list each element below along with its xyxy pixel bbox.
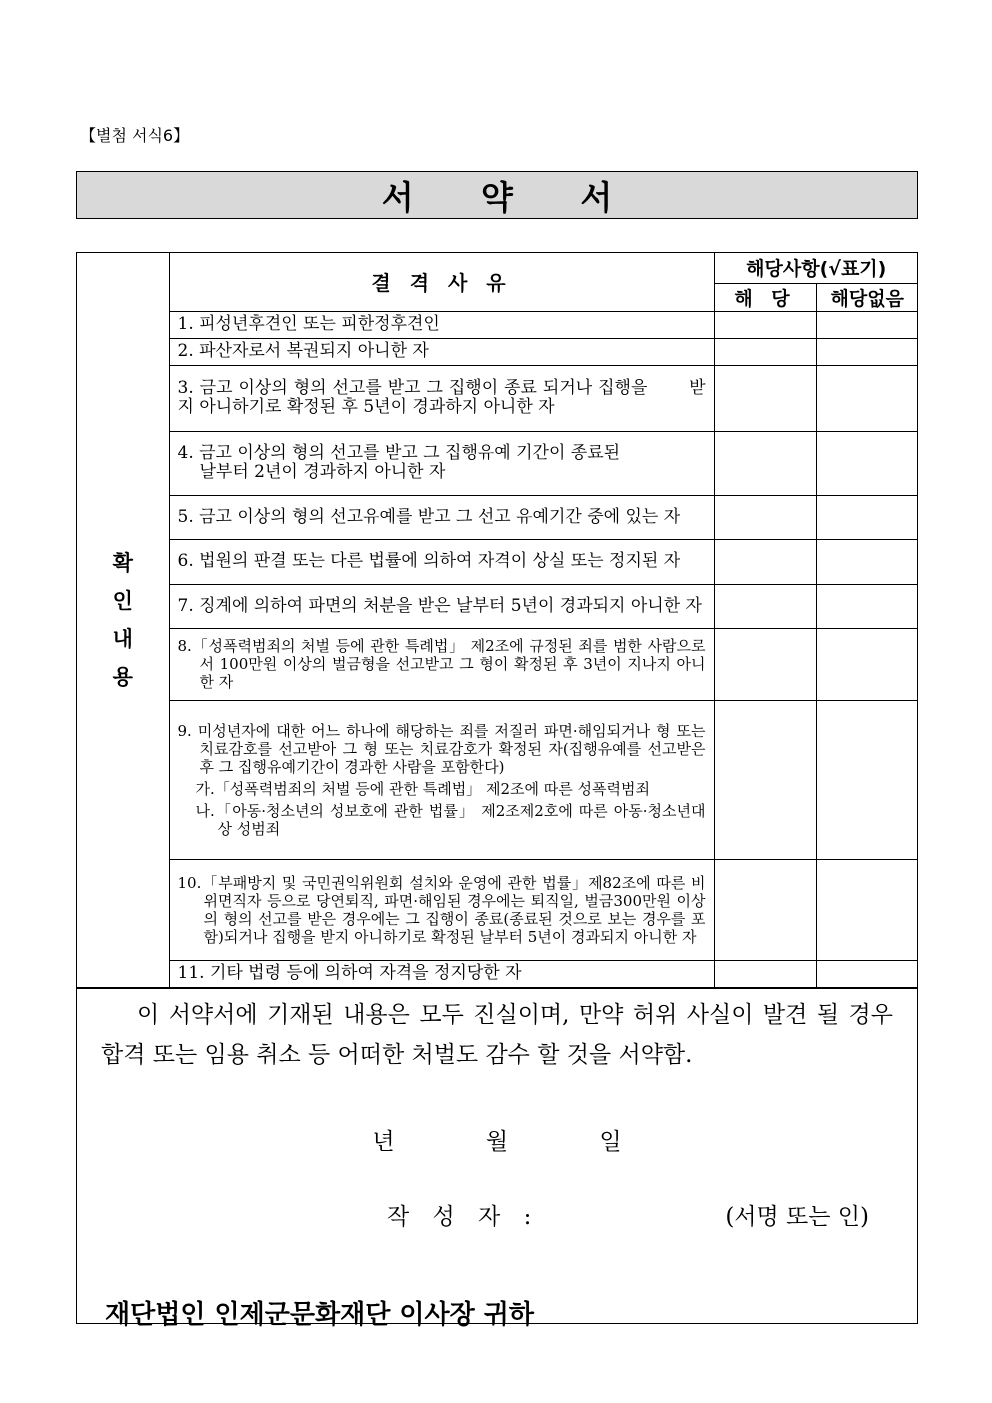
- pledge-form: [76, 252, 918, 1330]
- reason-item-6: 6. 법원의 판결 또는 다른 법률에 의하여 자격이 상실 또는 정지된 자: [169, 539, 714, 584]
- table-row: [77, 584, 918, 628]
- date-year[interactable]: 년: [372, 1128, 395, 1155]
- not-applicable-checkbox-5[interactable]: [816, 495, 918, 539]
- table-row: [77, 365, 918, 431]
- not-applicable-checkbox-10[interactable]: [816, 859, 918, 960]
- table-row: [77, 431, 918, 495]
- reason-item-9-a: 가.「성폭력범죄의 처벌 등에 관한 특례법」 제2조에 따른 성폭력범죄: [195, 779, 650, 798]
- applicable-checkbox-8[interactable]: [714, 628, 816, 700]
- document-title: 서 약 서: [381, 177, 641, 217]
- reason-item-7: 7. 징계에 의하여 파면의 처분을 받은 날부터 5년이 경과되지 아니한 자: [169, 584, 714, 628]
- table-row: [77, 960, 918, 987]
- table-row: [77, 311, 918, 338]
- table-row: [77, 338, 918, 365]
- table-row: [77, 859, 918, 960]
- reason-item-2: 2. 파산자로서 복권되지 아니한 자: [169, 338, 714, 365]
- reason-item-9-b: 나.「아동·청소년의 성보호에 관한 법률」 제2조제2호에 따른 아동·청소년대상 성범죄: [195, 801, 706, 838]
- reason-item-5: 5. 금고 이상의 형의 선고유예를 받고 그 선고 유예기간 중에 있는 자: [169, 495, 714, 539]
- applicable-checkbox-7[interactable]: [714, 584, 816, 628]
- not-applicable-checkbox-9[interactable]: [816, 700, 918, 859]
- applicable-checkbox-1[interactable]: [714, 311, 816, 338]
- applicable-checkbox-3[interactable]: [714, 365, 816, 431]
- signature-field[interactable]: (서명 또는 인): [725, 1203, 869, 1230]
- table-row: [77, 539, 918, 584]
- writer-line: [77, 1198, 917, 1228]
- applicable-checkbox-4[interactable]: [714, 431, 816, 495]
- disqualification-table: [77, 253, 918, 988]
- date-day[interactable]: 일: [599, 1128, 622, 1155]
- addressee: 재단법인 인제군문화재단 이사장 귀하: [105, 1299, 535, 1330]
- annex-label: 【별첨 서식6】: [80, 126, 190, 145]
- not-applicable-checkbox-2[interactable]: [816, 338, 918, 365]
- confirm-content-label: 확 인 내 용: [77, 253, 169, 987]
- date-month[interactable]: 월: [485, 1128, 509, 1155]
- applicable-checkbox-2[interactable]: [714, 338, 816, 365]
- date-line: [77, 1123, 917, 1156]
- document-title-box: [76, 171, 918, 219]
- applicable-checkbox-6[interactable]: [714, 539, 816, 584]
- not-applicable-header: 해당없음: [816, 283, 918, 311]
- not-applicable-checkbox-8[interactable]: [816, 628, 918, 700]
- not-applicable-checkbox-7[interactable]: [816, 584, 918, 628]
- reason-item-4: 4. 금고 이상의 형의 선고를 받고 그 집행유예 기간이 종료된 날부터 2년이 경과하지 아니한 자: [169, 431, 714, 495]
- applicability-header: 해당사항(√표기): [714, 253, 918, 283]
- reason-item-9: 9. 미성년자에 대한 어느 하나에 해당하는 죄를 저질러 파면·해임되거나 형 또는 치료감호를 선고받아 그 형 또는 치료감호가 확정된 자(집행유예를 선고받은 후 그 집행유예기간이 경과한 사람을 포함한다): [177, 721, 706, 776]
- not-applicable-checkbox-6[interactable]: [816, 539, 918, 584]
- reason-header: 결 격 사 유: [169, 253, 714, 311]
- pledge-section: [77, 988, 917, 1330]
- reason-item-1: 1. 피성년후견인 또는 피한정후견인: [169, 311, 714, 338]
- writer-label: 작 성 자 :: [387, 1203, 540, 1230]
- pledge-statement: 이 서약서에 기재된 내용은 모두 진실이며, 만약 허위 사실이 발견 될 경우 합격 또는 임용 취소 등 어떠한 처벌도 감수 할 것을 서약함.: [101, 1001, 893, 1068]
- reason-item-11: 11. 기타 법령 등에 의하여 자격을 정지당한 자: [169, 960, 714, 987]
- table-row: [77, 495, 918, 539]
- applicable-checkbox-9[interactable]: [714, 700, 816, 859]
- applicable-header: 해 당: [714, 283, 816, 311]
- not-applicable-checkbox-11[interactable]: [816, 960, 918, 987]
- not-applicable-checkbox-3[interactable]: [816, 365, 918, 431]
- applicable-checkbox-10[interactable]: [714, 859, 816, 960]
- not-applicable-checkbox-4[interactable]: [816, 431, 918, 495]
- table-row: [77, 700, 918, 859]
- applicable-checkbox-5[interactable]: [714, 495, 816, 539]
- reason-item-8: 8.「성폭력범죄의 처벌 등에 관한 특례법」 제2조에 규정된 죄를 범한 사람으로서 100만원 이상의 벌금형을 선고받고 그 형이 확정된 후 3년이 지나지 아니한 자: [177, 637, 706, 691]
- reason-item-10: 10.「부패방지 및 국민권익위원회 설치와 운영에 관한 법률」제82조에 따른 비위면직자 등으로 당연퇴직, 파면·해임된 경우에는 퇴직일, 벌금300만원 이상의 형의 선고를 받은 경우에는 그 집행이 종료(종료된 것으로 보는 경우를 포함)되거나 집행을 받지 아니하기로 확정된 날부터 5년이 경과되지 아니한 자: [177, 873, 706, 946]
- reason-item-3: 3. 금고 이상의 형의 선고를 받고 그 집행이 종료 되거나 집행을 받지 아니하기로 확정된 후 5년이 경과하지 아니한 자: [169, 365, 714, 431]
- not-applicable-checkbox-1[interactable]: [816, 311, 918, 338]
- applicable-checkbox-11[interactable]: [714, 960, 816, 987]
- table-row: [77, 628, 918, 700]
